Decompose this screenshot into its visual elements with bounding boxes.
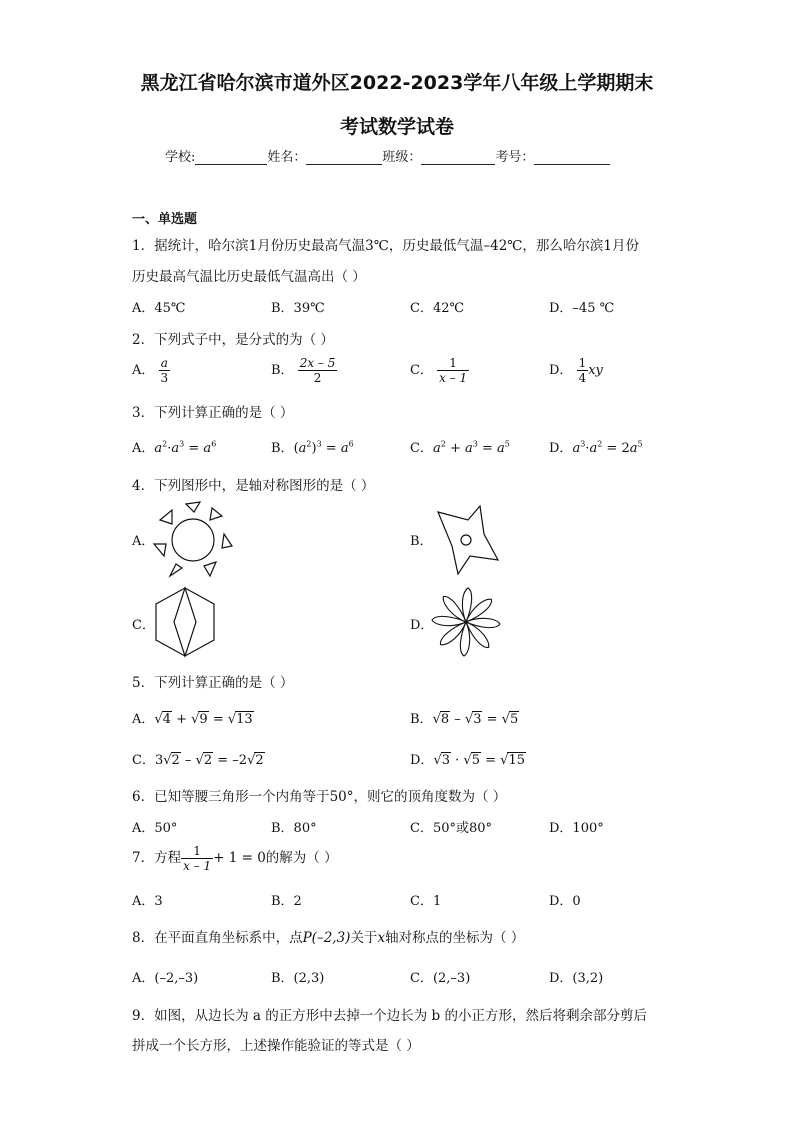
q8-axis: x — [377, 930, 386, 946]
q3-option-b: B．$(a^2)^3 = a^6$ — [271, 439, 354, 456]
q5-c-label: C． — [132, 753, 155, 768]
q3-option-c: C．$a^2 + a^3 = a^5$ — [410, 439, 510, 456]
section-title: 一、单选题 — [132, 212, 198, 227]
q5-option-a: A．√4 + √9 = √13 — [132, 712, 253, 727]
q7-frac-den: x – 1 — [183, 859, 212, 873]
q2-d-tail: xy — [588, 363, 603, 378]
q7-option-d: D．0 — [549, 894, 581, 909]
name-blank — [306, 150, 382, 165]
class-blank — [421, 150, 495, 165]
q2-a-num: a — [159, 356, 171, 371]
q4-option-b-label: B． — [410, 534, 433, 549]
q3-stem: 3．下列计算正确的是（ ） — [132, 405, 294, 421]
q9-stem-line1: 9．如图，从边长为 a 的正方形中去掉一个边长为 b 的小正方形，然后将剩余部分剪后 — [132, 1008, 647, 1024]
q6-option-b: B．80° — [271, 821, 317, 836]
q3-d-label: D． — [549, 441, 573, 456]
q5-stem: 5．下列计算正确的是（ ） — [132, 675, 294, 691]
q6-option-c: C．50°或80° — [410, 821, 493, 836]
q1-stem-line2: 历史最高气温比历史最低气温高出（ ） — [132, 269, 366, 285]
q4-option-c-label: C． — [132, 618, 155, 633]
q4-option-d-label: D． — [410, 618, 434, 633]
q6-stem: 6．已知等腰三角形一个内角等于50°，则它的顶角度数为（ ） — [132, 789, 507, 805]
q5-b-label: B． — [410, 712, 433, 727]
school-blank — [195, 150, 267, 165]
q8-option-a: A．(–2,–3) — [132, 971, 199, 986]
q2-option-d — [549, 356, 603, 385]
q7-option-c: C．1 — [410, 894, 442, 909]
q2-option-a — [132, 356, 170, 385]
q2-d-fraction — [577, 356, 589, 385]
q2-c-label: C． — [410, 363, 433, 378]
q1-option-a: A．45℃ — [132, 301, 186, 316]
q4-figure-d — [428, 584, 504, 660]
q5-a-label: A． — [132, 712, 155, 727]
q6-option-a: A．50° — [132, 821, 178, 836]
q3-a-label: A． — [132, 441, 155, 456]
class-label: 班级： — [382, 150, 422, 165]
q9-stem-line2: 拼成一个长方形，上述操作能验证的等式是（ ） — [132, 1038, 420, 1054]
q2-option-c — [410, 356, 469, 385]
q2-c-fraction — [437, 356, 469, 385]
q8-stem — [132, 926, 524, 946]
q2-a-den: 3 — [160, 371, 169, 385]
q7-frac-num: 1 — [181, 844, 213, 859]
q3-c-label: C． — [410, 441, 433, 456]
q5-option-b: B．√8 – √3 = √5 — [410, 712, 519, 727]
q1-option-c: C．42℃ — [410, 301, 465, 316]
q1-option-b: B．39℃ — [271, 301, 325, 316]
q2-d-den: 4 — [578, 371, 587, 385]
exam-title-line1: 黑龙江省哈尔滨市道外区2022-2023学年八年级上学期期末 — [140, 72, 654, 94]
q7-fraction — [181, 844, 213, 873]
q8-option-d: D．(3,2) — [549, 971, 604, 986]
q2-b-label: B． — [271, 363, 294, 378]
q2-stem: 2．下列式子中，是分式的为（ ） — [132, 332, 334, 348]
q2-c-num: 1 — [437, 356, 469, 371]
q2-d-label: D． — [549, 363, 573, 378]
q7-stem — [132, 844, 338, 873]
q5-option-d: D．√3 · √5 = √15 — [410, 753, 525, 768]
exam-title-line2: 考试数学试卷 — [339, 116, 454, 138]
q8-option-c: C．(2,–3) — [410, 971, 471, 986]
q4-figure-a — [150, 498, 240, 588]
q2-c-den: x – 1 — [439, 371, 468, 385]
q4-figure-b — [428, 500, 508, 580]
id-label: 考号： — [495, 150, 535, 165]
q2-option-b — [271, 356, 337, 385]
q8-point: P(–2,3) — [302, 930, 351, 946]
q2-a-fraction — [159, 356, 171, 385]
q8-stem-b: 关于 — [350, 930, 378, 946]
q3-option-d: D．$a^3\cdot a^2 = 2a^5$ — [549, 439, 643, 456]
q7-suffix: + 1 = 0的解为（ ） — [213, 850, 338, 866]
q8-stem-a: 8．在平面直角坐标系中，点 — [132, 930, 303, 946]
q2-a-label: A． — [132, 363, 155, 378]
q8-option-b: B．(2,3) — [271, 971, 325, 986]
q4-option-a-label: A． — [132, 534, 155, 549]
q3-b-label: B． — [271, 441, 294, 456]
student-info-row — [165, 146, 610, 165]
school-label: 学校: — [165, 150, 196, 165]
q1-option-d: D．–45 ℃ — [549, 301, 615, 316]
q5-d-label: D． — [410, 753, 434, 768]
q3-option-a: A．$a^2\cdot a^3 = a^6$ — [132, 439, 217, 456]
q2-b-fraction — [298, 356, 338, 385]
q1-stem-line1: 1．据统计，哈尔滨1月份历史最高气温3℃，历史最低气温–42℃，那么哈尔滨1月份 — [132, 238, 639, 254]
q4-stem: 4．下列图形中，是轴对称图形的是（ ） — [132, 478, 375, 494]
q2-d-num: 1 — [578, 356, 587, 370]
q7-prefix: 7．方程 — [132, 850, 182, 866]
q7-option-b: B．2 — [271, 894, 302, 909]
q2-b-den: 2 — [313, 371, 322, 385]
name-label: 姓名： — [267, 150, 307, 165]
id-blank — [534, 150, 610, 165]
q5-option-c: C．3√2 – √2 = –2√2 — [132, 753, 264, 768]
q6-option-d: D．100° — [549, 821, 604, 836]
q8-stem-c: 轴对称点的坐标为（ ） — [385, 930, 525, 946]
q2-b-num: 2x – 5 — [299, 356, 336, 370]
q7-option-a: A．3 — [132, 894, 163, 909]
q4-figure-c — [152, 586, 218, 658]
